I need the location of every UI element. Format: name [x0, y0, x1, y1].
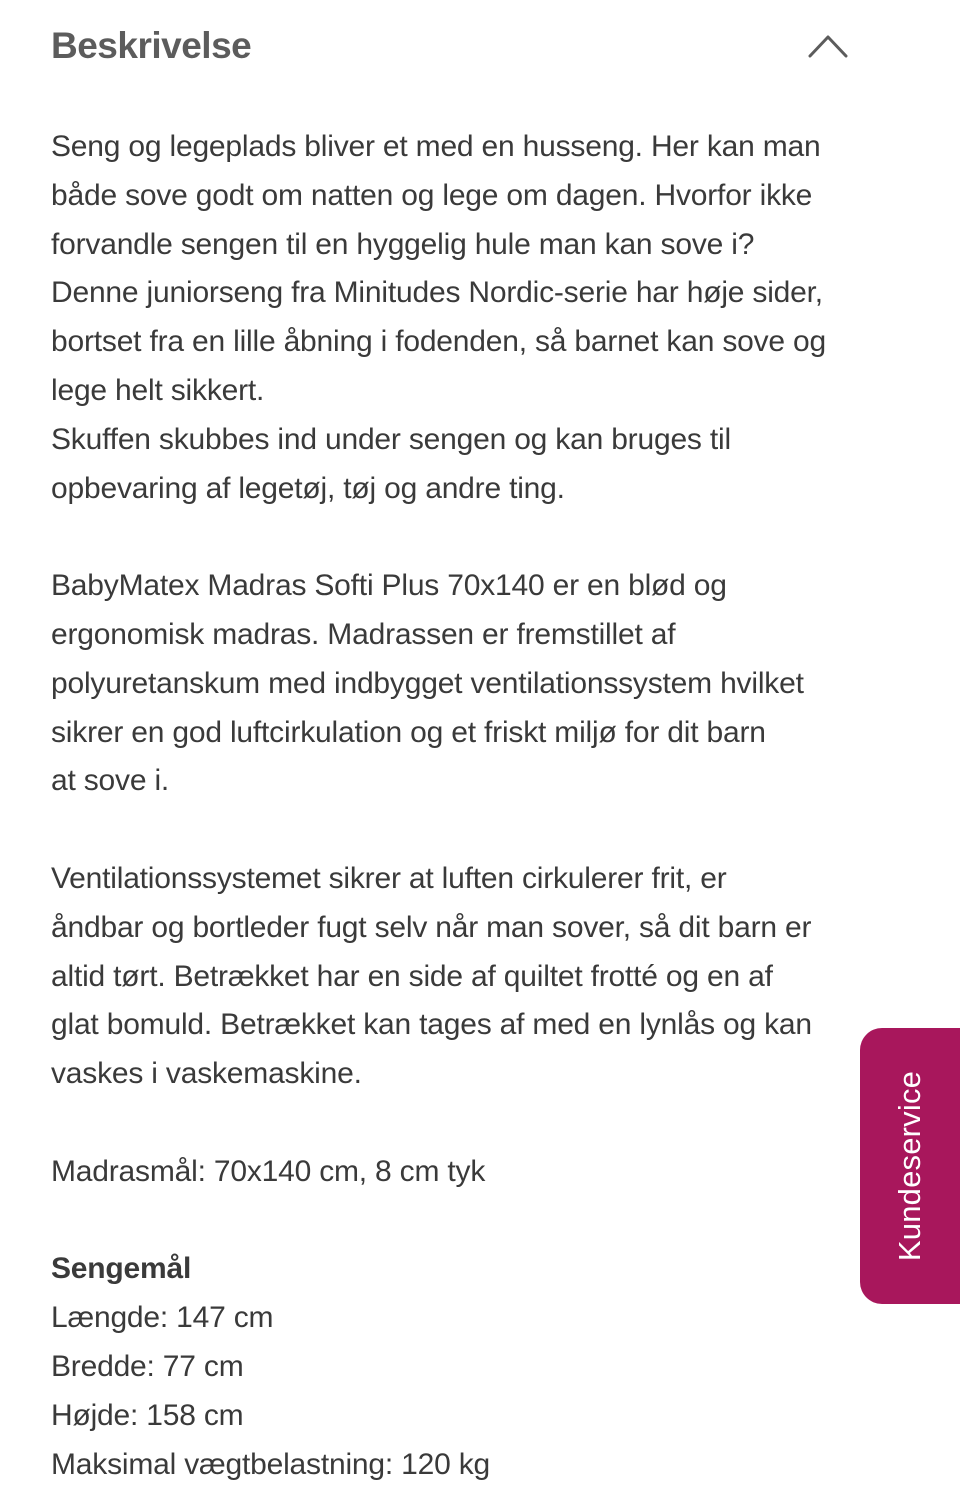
- bed-dimensions: [51, 1245, 921, 1489]
- text-line: vaskes i vaskemaskine.: [51, 1057, 362, 1091]
- spacer: [51, 1099, 921, 1148]
- text-line: polyuretanskum med indbygget ventilationssystem hvilket: [51, 666, 804, 700]
- text-line: BabyMatex Madras Softi Plus 70x140 er en blød og: [51, 569, 727, 603]
- bed-dimensions-heading: Sengemål: [51, 1252, 192, 1286]
- text-line: Skuffen skubbes ind under sengen og kan bruges til: [51, 422, 731, 456]
- paragraph-mattress: [51, 562, 921, 806]
- customer-service-button[interactable]: [860, 1028, 960, 1304]
- text-line: sikrer en god luftcirkulation og et friskt miljø for dit barn: [51, 715, 766, 749]
- text-line: at sove i.: [51, 764, 170, 798]
- text-line: ergonomisk madras. Madrassen er fremstillet af: [51, 617, 676, 651]
- description-content: [51, 123, 921, 1489]
- text-line: Seng og legeplads bliver et med en husseng. Her kan man: [51, 130, 821, 163]
- text-line: forvandle sengen til en hyggelig hule man kan sove i?: [51, 227, 755, 261]
- text-line: bortset fra en lille åbning i fodenden, så barnet kan sove og: [51, 325, 826, 359]
- customer-service-label: Kundeservice: [892, 1070, 927, 1262]
- spacer: [51, 806, 921, 855]
- text-line: både sove godt om natten og lege om dagen. Hvorfor ikke: [51, 178, 813, 212]
- dimension-width: Bredde: 77 cm: [51, 1349, 244, 1383]
- text-line: Ventilationssystemet sikrer at luften cirkulerer frit, er: [51, 861, 727, 895]
- text-line: åndbar og bortleder fugt selv når man sover, så dit barn er: [51, 910, 812, 944]
- chevron-up-icon[interactable]: [808, 32, 848, 58]
- dimension-length: Længde: 147 cm: [51, 1301, 274, 1335]
- text-line: opbevaring af legetøj, tøj og andre ting.: [51, 471, 565, 505]
- dimension-height: Højde: 158 cm: [51, 1398, 244, 1432]
- text-line: altid tørt. Betrækket har en side af quiltet frotté og en af: [51, 959, 773, 993]
- text-line: Denne juniorseng fra Minitudes Nordic-serie har høje sider,: [51, 276, 823, 310]
- text-line: glat bomuld. Betrækket kan tages af med en lynlås og kan: [51, 1008, 812, 1042]
- paragraph-ventilation: [51, 855, 921, 1099]
- accordion-title: Beskrivelse: [51, 25, 252, 66]
- paragraph-intro: [51, 123, 921, 513]
- mattress-size: Madrasmål: 70x140 cm, 8 cm tyk: [51, 1154, 486, 1188]
- text-line: lege helt sikkert.: [51, 373, 265, 407]
- dimension-max-load: Maksimal vægtbelastning: 120 kg: [51, 1447, 491, 1481]
- spacer: [51, 513, 921, 562]
- description-accordion-header[interactable]: [0, 0, 960, 96]
- spacer: [51, 1197, 921, 1246]
